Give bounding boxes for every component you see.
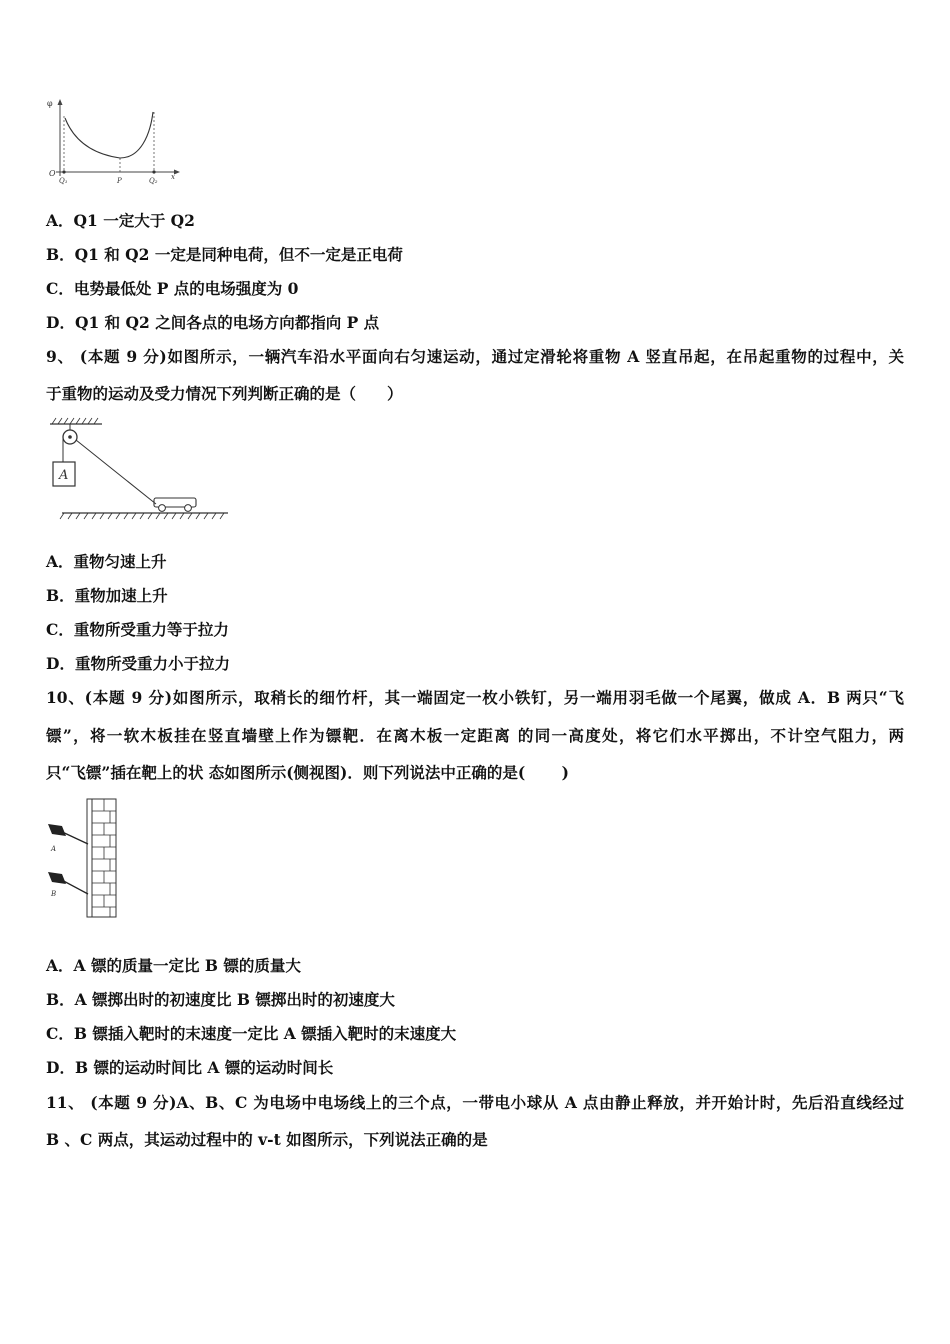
q2-label: Q₂ (149, 177, 158, 185)
q10-stem-line-1: 10、(本题 9 分)如图所示，取稍长的细竹杆，其一端固定一枚小铁钉，另一端用羽毛做一个尾翼，做成 A．B 两只“飞 (46, 688, 904, 707)
q10-option-a: A．A 镖的质量一定比 B 镖的质量大 (46, 956, 301, 975)
phi-axis-label: φ (47, 99, 53, 108)
q9-option-b: B．重物加速上升 (46, 586, 168, 605)
q8-option-a: A．Q1 一定大于 Q2 (46, 211, 195, 230)
q8-option-d: D．Q1 和 Q2 之间各点的电场方向都指向 P 点 (46, 313, 380, 332)
q8-option-c: C．电势最低处 P 点的电场强度为 0 (46, 279, 299, 298)
q8-option-b: B．Q1 和 Q2 一定是同种电荷，但不一定是正电荷 (46, 245, 403, 264)
x-axis-label: x (171, 173, 175, 181)
q10-stem-line-2: 镖”，将一软木板挂在竖直墙壁上作为镖靶．在离木板一定距离 的同一高度处，将它们水平掷出，不计空气阻力，两 (46, 726, 904, 745)
q10-option-c: C．B 镖插入靶时的末速度一定比 A 镖插入靶时的末速度大 (46, 1024, 457, 1043)
q10-option-b: B．A 镖掷出时的初速度比 B 镖掷出时的初速度大 (46, 990, 395, 1009)
q11-stem-line-2: B 、C 两点，其运动过程中的 v-t 如图所示，下列说法正确的是 (46, 1130, 488, 1149)
pulley-car-figure (44, 416, 234, 522)
dart-a-label: A (51, 845, 57, 853)
origin-label: O (49, 169, 56, 178)
q9-option-d: D．重物所受重力小于拉力 (46, 654, 230, 673)
q9-stem-line-2: 于重物的运动及受力情况下列判断正确的是（ ） (46, 384, 403, 403)
q9-stem-line-1: 9、 (本题 9 分)如图所示，一辆汽车沿水平面向右匀速运动，通过定滑轮将重物 A 竖直吊起，在吊起重物的过程中，关 (46, 347, 904, 366)
q9-option-c: C．重物所受重力等于拉力 (46, 620, 229, 639)
q9-option-a: A．重物匀速上升 (46, 552, 167, 571)
q11-stem-line-1: 11、 (本题 9 分)A、B、C 为电场中电场线上的三个点，一带电小球从 A 点由静止释放，并开始计时，先后沿直线经过 (46, 1093, 904, 1112)
p-label: P (117, 177, 122, 185)
block-a-label: A (59, 468, 69, 483)
dart-b-label: B (51, 890, 57, 898)
potential-curve-figure (44, 96, 184, 188)
q10-option-d: D．B 镖的运动时间比 A 镖的运动时间长 (46, 1058, 334, 1077)
q1-label: Q₁ (59, 177, 68, 185)
darts-wall-figure (44, 796, 124, 922)
q10-stem-line-3: 只“飞镖”插在靶上的状 态如图所示(侧视图)．则下列说法中正确的是( ) (46, 763, 569, 782)
